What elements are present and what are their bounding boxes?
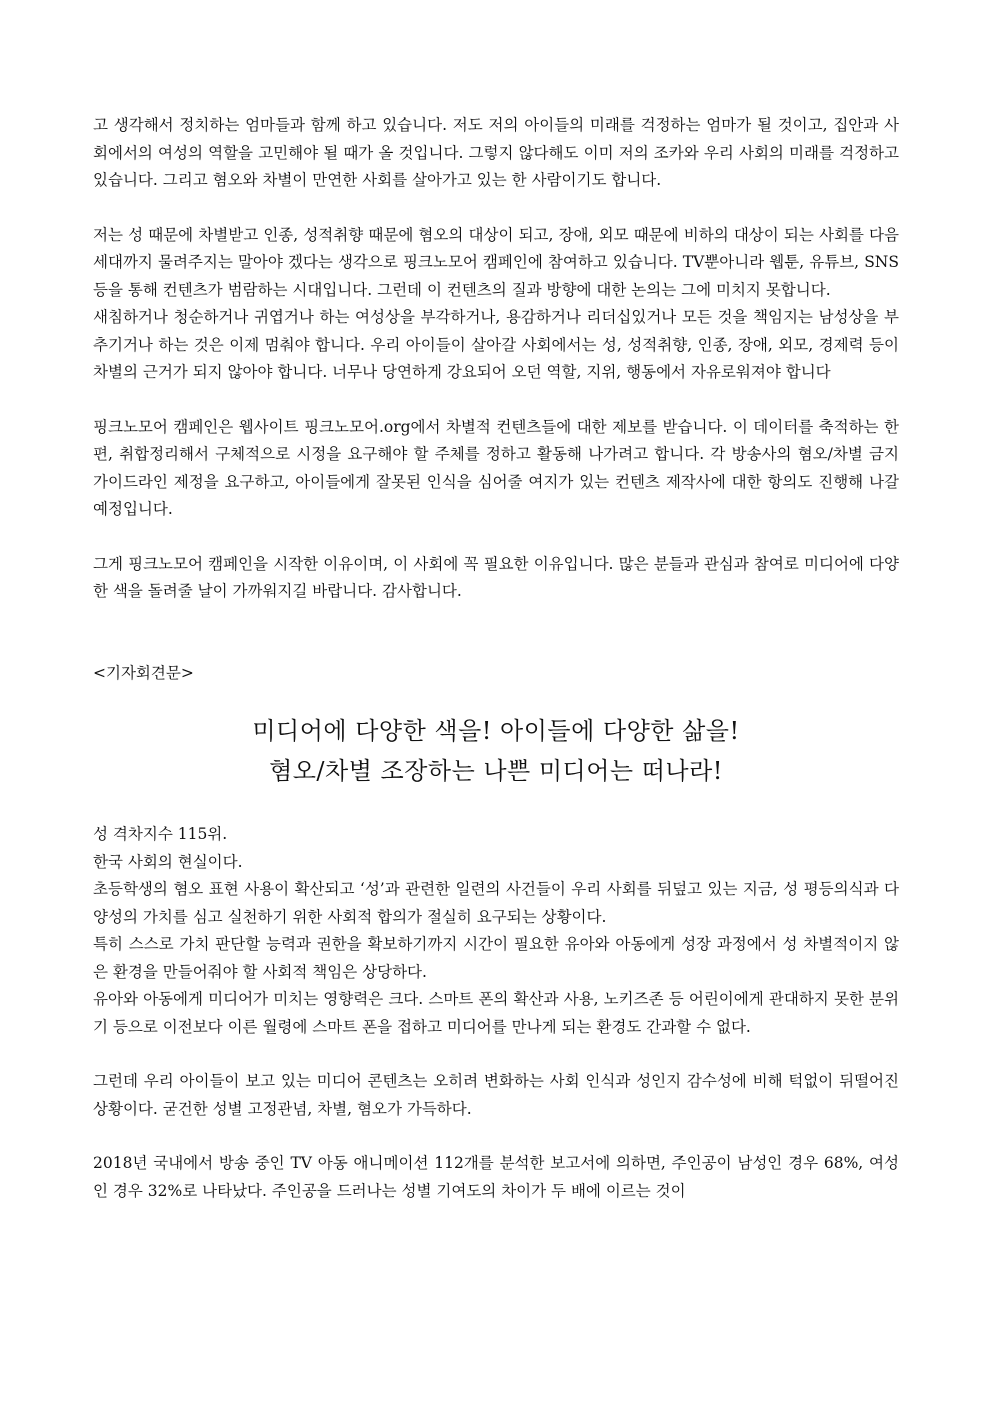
headline-line-2: 혐오/차별 조장하는 나쁜 미디어는 떠나라! xyxy=(269,757,723,785)
section-gap xyxy=(93,606,899,660)
headline-block xyxy=(93,711,899,791)
body-paragraph: 핑크노모어 캠페인은 웹사이트 핑크노모어.org에서 차별적 컨텐츠들에 대한 제보를 받습니다. 이 데이터를 축적하는 한편, 취합정리해서 구체적으로 시정을 요구해야 할 주체를 정하고 활동해 나가려고 합니다. 각 방송사의 혐오/차별 금지 가이드라인 제정을 요구하고, 아이들에게 잘못된 인식을 심어줄 여지가 있는 컨텐츠 제작사에 대한 항의도 진행해 나갈 예정입니다. xyxy=(93,417,899,518)
body-paragraph: 고 생각해서 정치하는 엄마들과 함께 하고 있습니다. 저도 저의 아이들의 미래를 걱정하는 엄마가 될 것이고, 집안과 사회에서의 여성의 역할을 고민해야 될 때가 올 것입니다. 그렇지 않다해도 이미 저의 조카와 우리 사회의 미래를 걱정하고 있습니다. 그리고 혐오와 차별이 만연한 사회를 살아가고 있는 한 사람이기도 합니다. xyxy=(93,116,899,189)
body-paragraph: 그런데 우리 아이들이 보고 있는 미디어 콘텐츠는 오히려 변화하는 사회 인식과 성인지 감수성에 비해 턱없이 뒤떨어진 상황이다. 굳건한 성별 고정관념, 차별, 혐오가 가득하다. xyxy=(93,1072,899,1118)
body-paragraph: 2018년 국내에서 방송 중인 TV 아동 애니메이션 112개를 분석한 보고서에 의하면, 주인공이 남성인 경우 68%, 여성인 경우 32%로 나타났다. 주인공을 드러나는 성별 기여도의 차이가 두 배에 이르는 것이 xyxy=(93,1154,899,1200)
body-paragraph: 유아와 아동에게 미디어가 미치는 영향력은 크다. 스마트 폰의 확산과 사용, 노키즈존 등 어린이에게 관대하지 못한 분위기 등으로 이전보다 이른 월령에 스마트 폰을 접하고 미디어를 만나게 되는 환경도 간과할 수 없다. xyxy=(93,990,899,1036)
body-paragraph: 초등학생의 혐오 표현 사용이 확산되고 ‘성’과 관련한 일련의 사건들이 우리 사회를 뒤덮고 있는 지금, 성 평등의식과 다양성의 가치를 심고 실천하기 위한 사회적 합의가 절실히 요구되는 상황이다. xyxy=(93,880,899,926)
paragraph-gap xyxy=(93,1041,899,1068)
body-paragraph: 특히 스스로 가치 판단할 능력과 권한을 확보하기까지 시간이 필요한 유아와 아동에게 성장 과정에서 성 차별적이지 않은 환경을 만들어줘야 할 사회적 책임은 상당하다. xyxy=(93,935,899,981)
section-label: <기자회견문> xyxy=(93,663,194,682)
body-paragraph: 저는 성 때문에 차별받고 인종, 성적취향 때문에 혐오의 대상이 되고, 장애, 외모 때문에 비하의 대상이 되는 사회를 다음 세대까지 물려주지는 말아야 겠다는 생각으로 핑크노모어 캠페인에 참여하고 있습니다. TV뿐아니라 웹툰, 유튜브, SNS 등을 통해 컨텐츠가 범람하는 시대입니다. 그런데 이 컨텐츠의 질과 방향에 대한 논의는 그에 미치지 못합니다. xyxy=(93,225,899,299)
document-page xyxy=(93,112,899,1205)
body-paragraph: 성 격차지수 115위. xyxy=(93,825,228,843)
paragraph-gap xyxy=(93,195,899,222)
body-paragraph: 그게 핑크노모어 캠페인을 시작한 이유이며, 이 사회에 꼭 필요한 이유입니다. 많은 분들과 관심과 참여로 미디어에 다양한 색을 돌려줄 날이 가까워지길 바랍니다. 감사합니다. xyxy=(93,554,899,600)
paragraph-gap xyxy=(93,524,899,551)
body-paragraph: 한국 사회의 현실이다. xyxy=(93,852,243,871)
body-paragraph: 새침하거나 청순하거나 귀엽거나 하는 여성상을 부각하거나, 용감하거나 리더십있거나 모든 것을 책임지는 남성상을 부추기거나 하는 것은 이제 멈춰야 합니다. 우리 아이들이 살아갈 사회에서는 성, 성적취향, 인종, 장애, 외모, 경제력 등이 차별의 근거가 되지 않아야 합니다. 너무나 당연하게 강요되어 오던 역할, 지위, 행동에서 자유로워져야 합니다 xyxy=(93,308,899,381)
headline-line-1: 미디어에 다양한 색을! 아이들에 다양한 삶을! xyxy=(252,717,740,745)
paragraph-gap xyxy=(93,387,899,414)
paragraph-gap xyxy=(93,1123,899,1150)
